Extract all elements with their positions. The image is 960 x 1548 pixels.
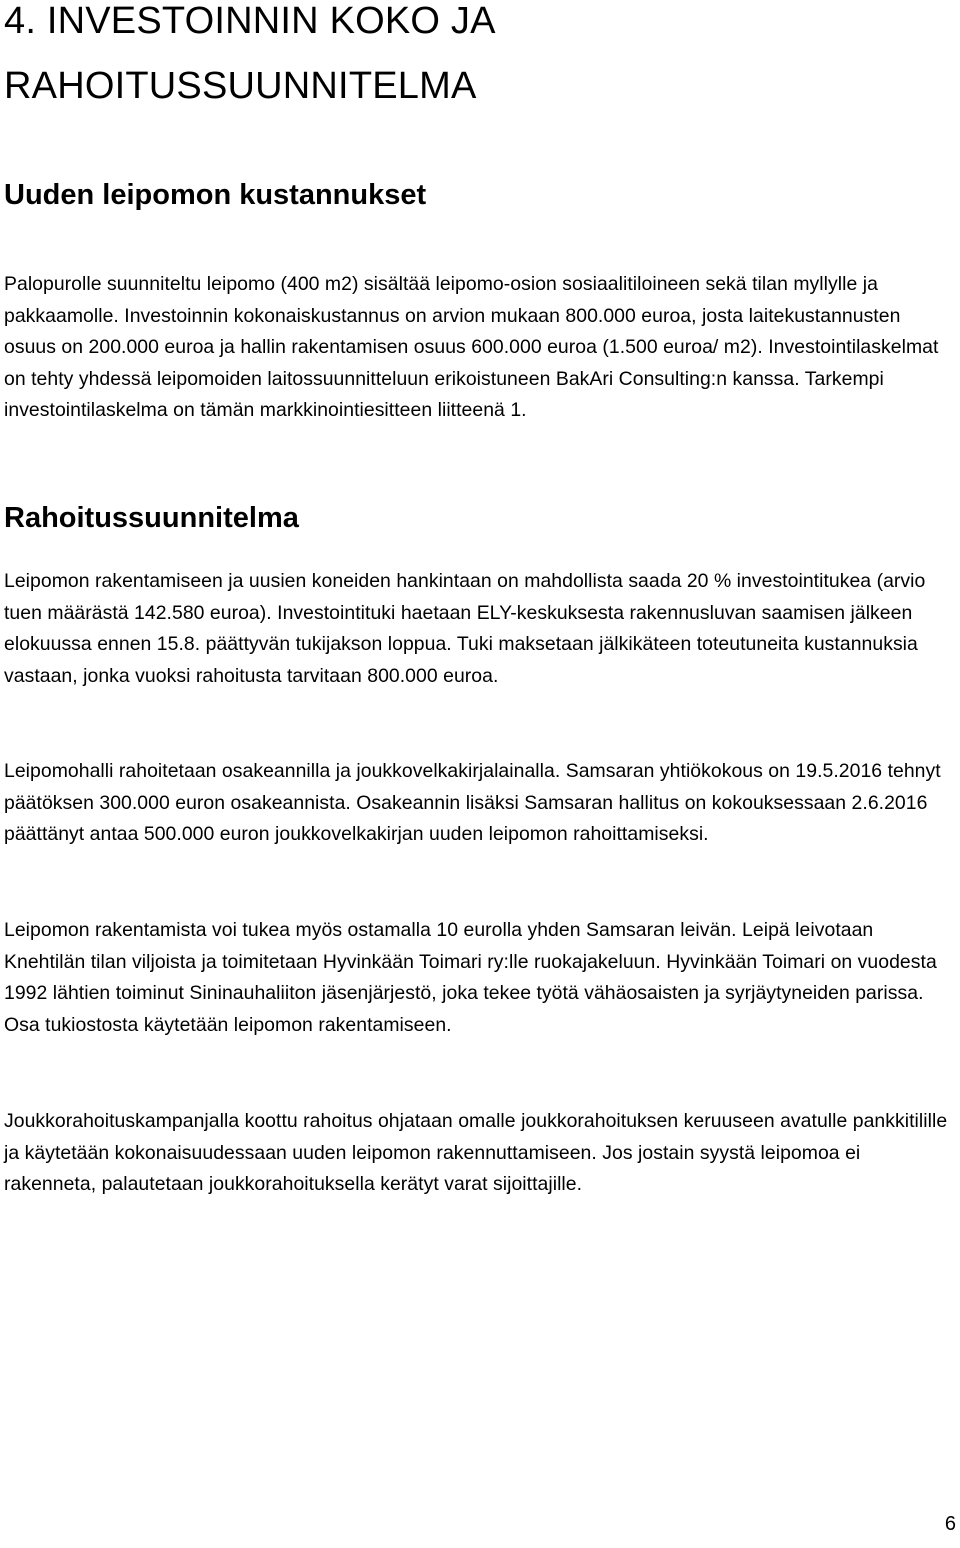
paragraph-share-issue: Leipomohalli rahoitetaan osakeannilla ja joukkovelkakirjalainalla. Samsaran yhtiökokous on 19.5.2016 tehnyt päätöksen 300.000 euron osakeannista. Osakeannin lisäksi Samsaran hallitus on kokouksessaan 2.6.2016 päättänyt antaa 500.000 euron joukkovelkakirjan uuden leipomon rahoittamiseksi. bbox=[4, 760, 941, 846]
paragraph-crowdfunding: Joukkorahoituskampanjalla koottu rahoitus ohjataan omalle joukkorahoituksen keruuseen avatulle pankkitilille ja käytetään kokonaisuudessaan uuden leipomon rakennuttamiseen. Jos jostain syystä leipomoa ei rakenneta, palautetaan joukkorahoituksella kerätyt varat sijoittajille. bbox=[4, 1110, 948, 1196]
section-heading-costs: Uuden leipomon kustannukset bbox=[4, 179, 427, 211]
paragraph-costs: Palopurolle suunniteltu leipomo (400 m2) sisältää leipomo-osion sosiaalitiloineen sekä tilan myllylle ja pakkaamolle. Investoinnin kokonaiskustannus on arvion mukaan 800.000 euroa, josta laitekustannusten osuus on 200.000 euroa ja hallin rakentamisen osuus 600.000 euroa (1.500 euroa/ m2). Investointilaskelmat on tehty yhdessä leipomoiden laitossuunnitteluun erikoistuneen BakAri Consulting:n kanssa. Tarkempi investointilaskelma on tämän markkinointiesitteen liitteenä 1. bbox=[4, 273, 939, 422]
document-title-line-1: 4. INVESTOINNIN KOKO JA bbox=[4, 0, 496, 42]
page-number: 6 bbox=[944, 1513, 956, 1535]
document-title-line-2: RAHOITUSSUUNNITELMA bbox=[4, 65, 477, 107]
paragraph-investment-aid: Leipomon rakentamiseen ja uusien koneiden hankintaan on mahdollista saada 20 % investointitukea (arvio tuen määrästä 142.580 euroa). Investointituki haetaan ELY-keskuksesta rakennusluvan saamisen jälkeen elokuussa ennen 15.8. päättyvän tukijakson loppua. Tuki maksetaan jälkikäteen toteutuneita kustannuksia vastaan, jonka vuoksi rahoitusta tarvitaan 800.000 euroa. bbox=[4, 570, 926, 687]
section-heading-financing-plan: Rahoitussuunnitelma bbox=[4, 502, 299, 534]
document-title bbox=[4, 0, 496, 107]
paragraph-bread-support: Leipomon rakentamista voi tukea myös ostamalla 10 eurolla yhden Samsaran leivän. Leipä leivotaan Knehtilän tilan viljoista ja toimitetaan Hyvinkään Toimari ry:lle ruokajakeluun. Hyvinkään Toimari on vuodesta 1992 lähtien toiminut Sininauhaliiton jäsenjärjestö, joka tekee työtä vähäosaisten ja syrjäytyneiden parissa. Osa tukiostosta käytetään leipomon rakentamiseen. bbox=[4, 919, 937, 1036]
